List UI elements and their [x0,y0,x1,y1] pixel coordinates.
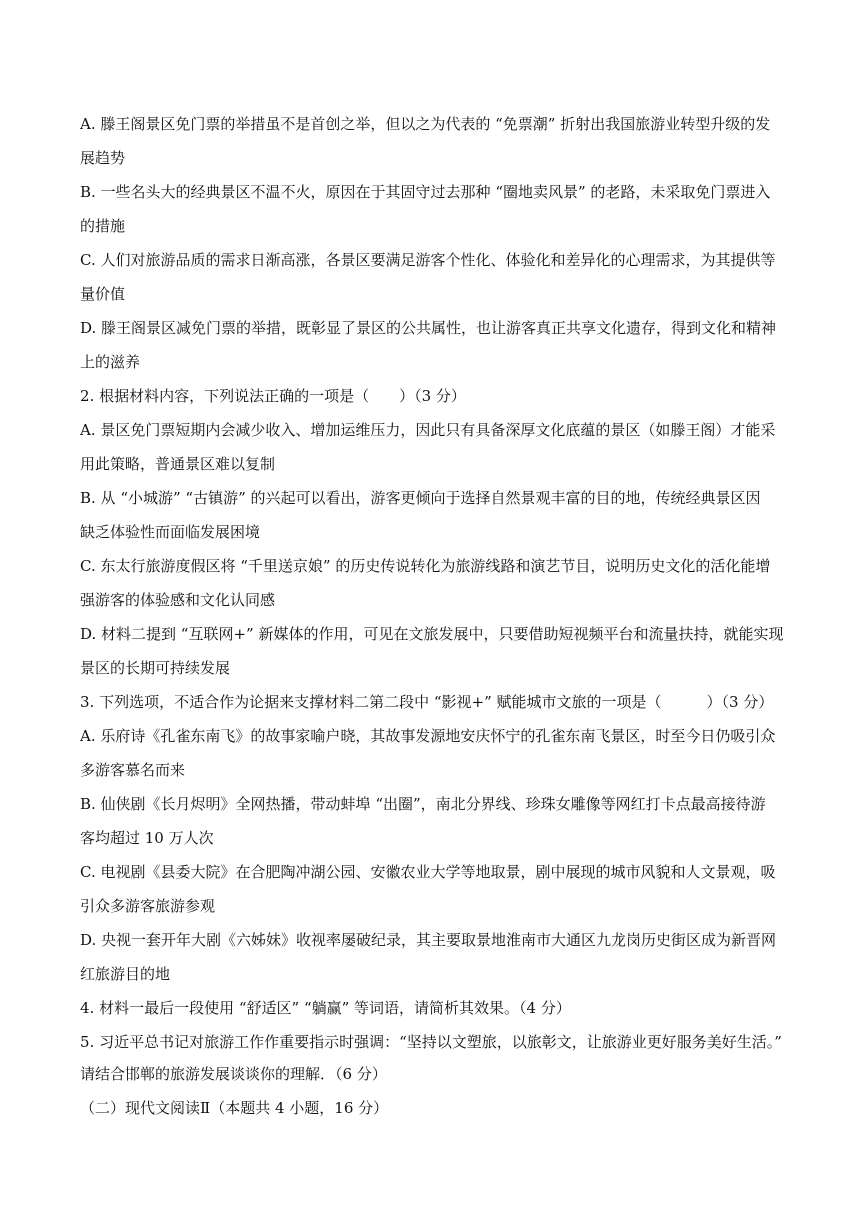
q2-option-d-line-1: D. 材料二提到 “互联网+” 新媒体的作用，可见在文旅发展中，只要借助短视频平台和流量扶持，就能实现 [80,625,784,643]
q3-option-a-line-2: 多游客慕名而来 [80,761,186,779]
option-c-line-1: C. 人们对旅游品质的需求日渐高涨，各景区要满足游客个性化、体验化和差异化的心理需求，为其提供等 [80,251,776,269]
option-b-line-1: B. 一些名头大的经典景区不温不火，原因在于其固守过去那种 “圈地卖风景” 的老路，未采取免门票进入 [80,183,771,201]
option-a-line-2: 展趋势 [80,149,126,167]
question-2: 2. 根据材料内容，下列说法正确的一项是（ ）（3 分） [80,387,466,405]
option-b-line-2: 的措施 [80,217,126,235]
option-c-line-2: 量价值 [80,285,126,303]
question-3: 3. 下列选项，不适合作为论据来支撑材料二第二段中 “影视+” 赋能城市文旅的一项是（ ）（3 分） [80,693,774,711]
q2-option-b-line-1: B. 从 “小城游” “古镇游” 的兴起可以看出，游客更倾向于选择自然景观丰富的目的地，传统经典景区因 [80,489,761,507]
q3-option-d-line-2: 红旅游目的地 [80,965,171,983]
question-5-line-2: 请结合邯郸的旅游发展谈谈你的理解．（6 分） [80,1065,387,1083]
q3-option-b-line-2: 客均超过 10 万人次 [80,829,214,847]
option-a-line-1: A. 滕王阁景区免门票的举措虽不是首创之举，但以之为代表的 “免票潮” 折射出我国旅游业转型升级的发 [80,115,771,133]
q3-option-a-line-1: A. 乐府诗《孔雀东南飞》的故事家喻户晓，其故事发源地安庆怀宁的孔雀东南飞景区，时至今日仍吸引众 [80,727,776,745]
question-5-line-1: 5. 习近平总书记对旅游工作作重要指示时强调：“坚持以文塑旅，以旅彰文，让旅游业更好服务美好生活。” [80,1033,782,1051]
q2-option-a-line-2: 用此策略，普通景区难以复制 [80,455,276,473]
section-heading: （二）现代文阅读Ⅱ（本题共 4 小题，16 分） [80,1099,389,1117]
q3-option-c-line-1: C. 电视剧《县委大院》在合肥陶冲湖公园、安徽农业大学等地取景，剧中展现的城市风貌和人文景观，吸 [80,863,776,881]
q2-option-a-line-1: A. 景区免门票短期内会减少收入、增加运维压力，因此只有具备深厚文化底蕴的景区（如滕王阁）才能采 [80,421,776,439]
q3-option-c-line-2: 引众多游客旅游参观 [80,897,216,915]
option-d-line-1: D. 滕王阁景区减免门票的举措，既彰显了景区的公共属性，也让游客真正共享文化遗存，得到文化和精神 [80,319,777,337]
q2-option-d-line-2: 景区的长期可持续发展 [80,659,231,677]
option-d-line-2: 上的滋养 [80,353,141,371]
q2-option-b-line-2: 缺乏体验性而面临发展困境 [80,523,261,541]
question-4: 4. 材料一最后一段使用 “舒适区” “躺赢” 等词语，请简析其效果。（4 分） [80,999,571,1017]
q2-option-c-line-1: C. 东太行旅游度假区将 “千里送京娘” 的历史传说转化为旅游线路和演艺节目，说明历史文化的活化能增 [80,557,771,575]
q2-option-c-line-2: 强游客的体验感和文化认同感 [80,591,276,609]
q3-option-b-line-1: B. 仙侠剧《长月烬明》全网热播，带动蚌埠 “出圈”，南北分界线、珍珠女雕像等网红打卡点最高接待游 [80,795,766,813]
q3-option-d-line-1: D. 央视一套开年大剧《六姊妹》收视率屡破纪录，其主要取景地淮南市大通区九龙岗历史街区成为新晋网 [80,931,777,949]
